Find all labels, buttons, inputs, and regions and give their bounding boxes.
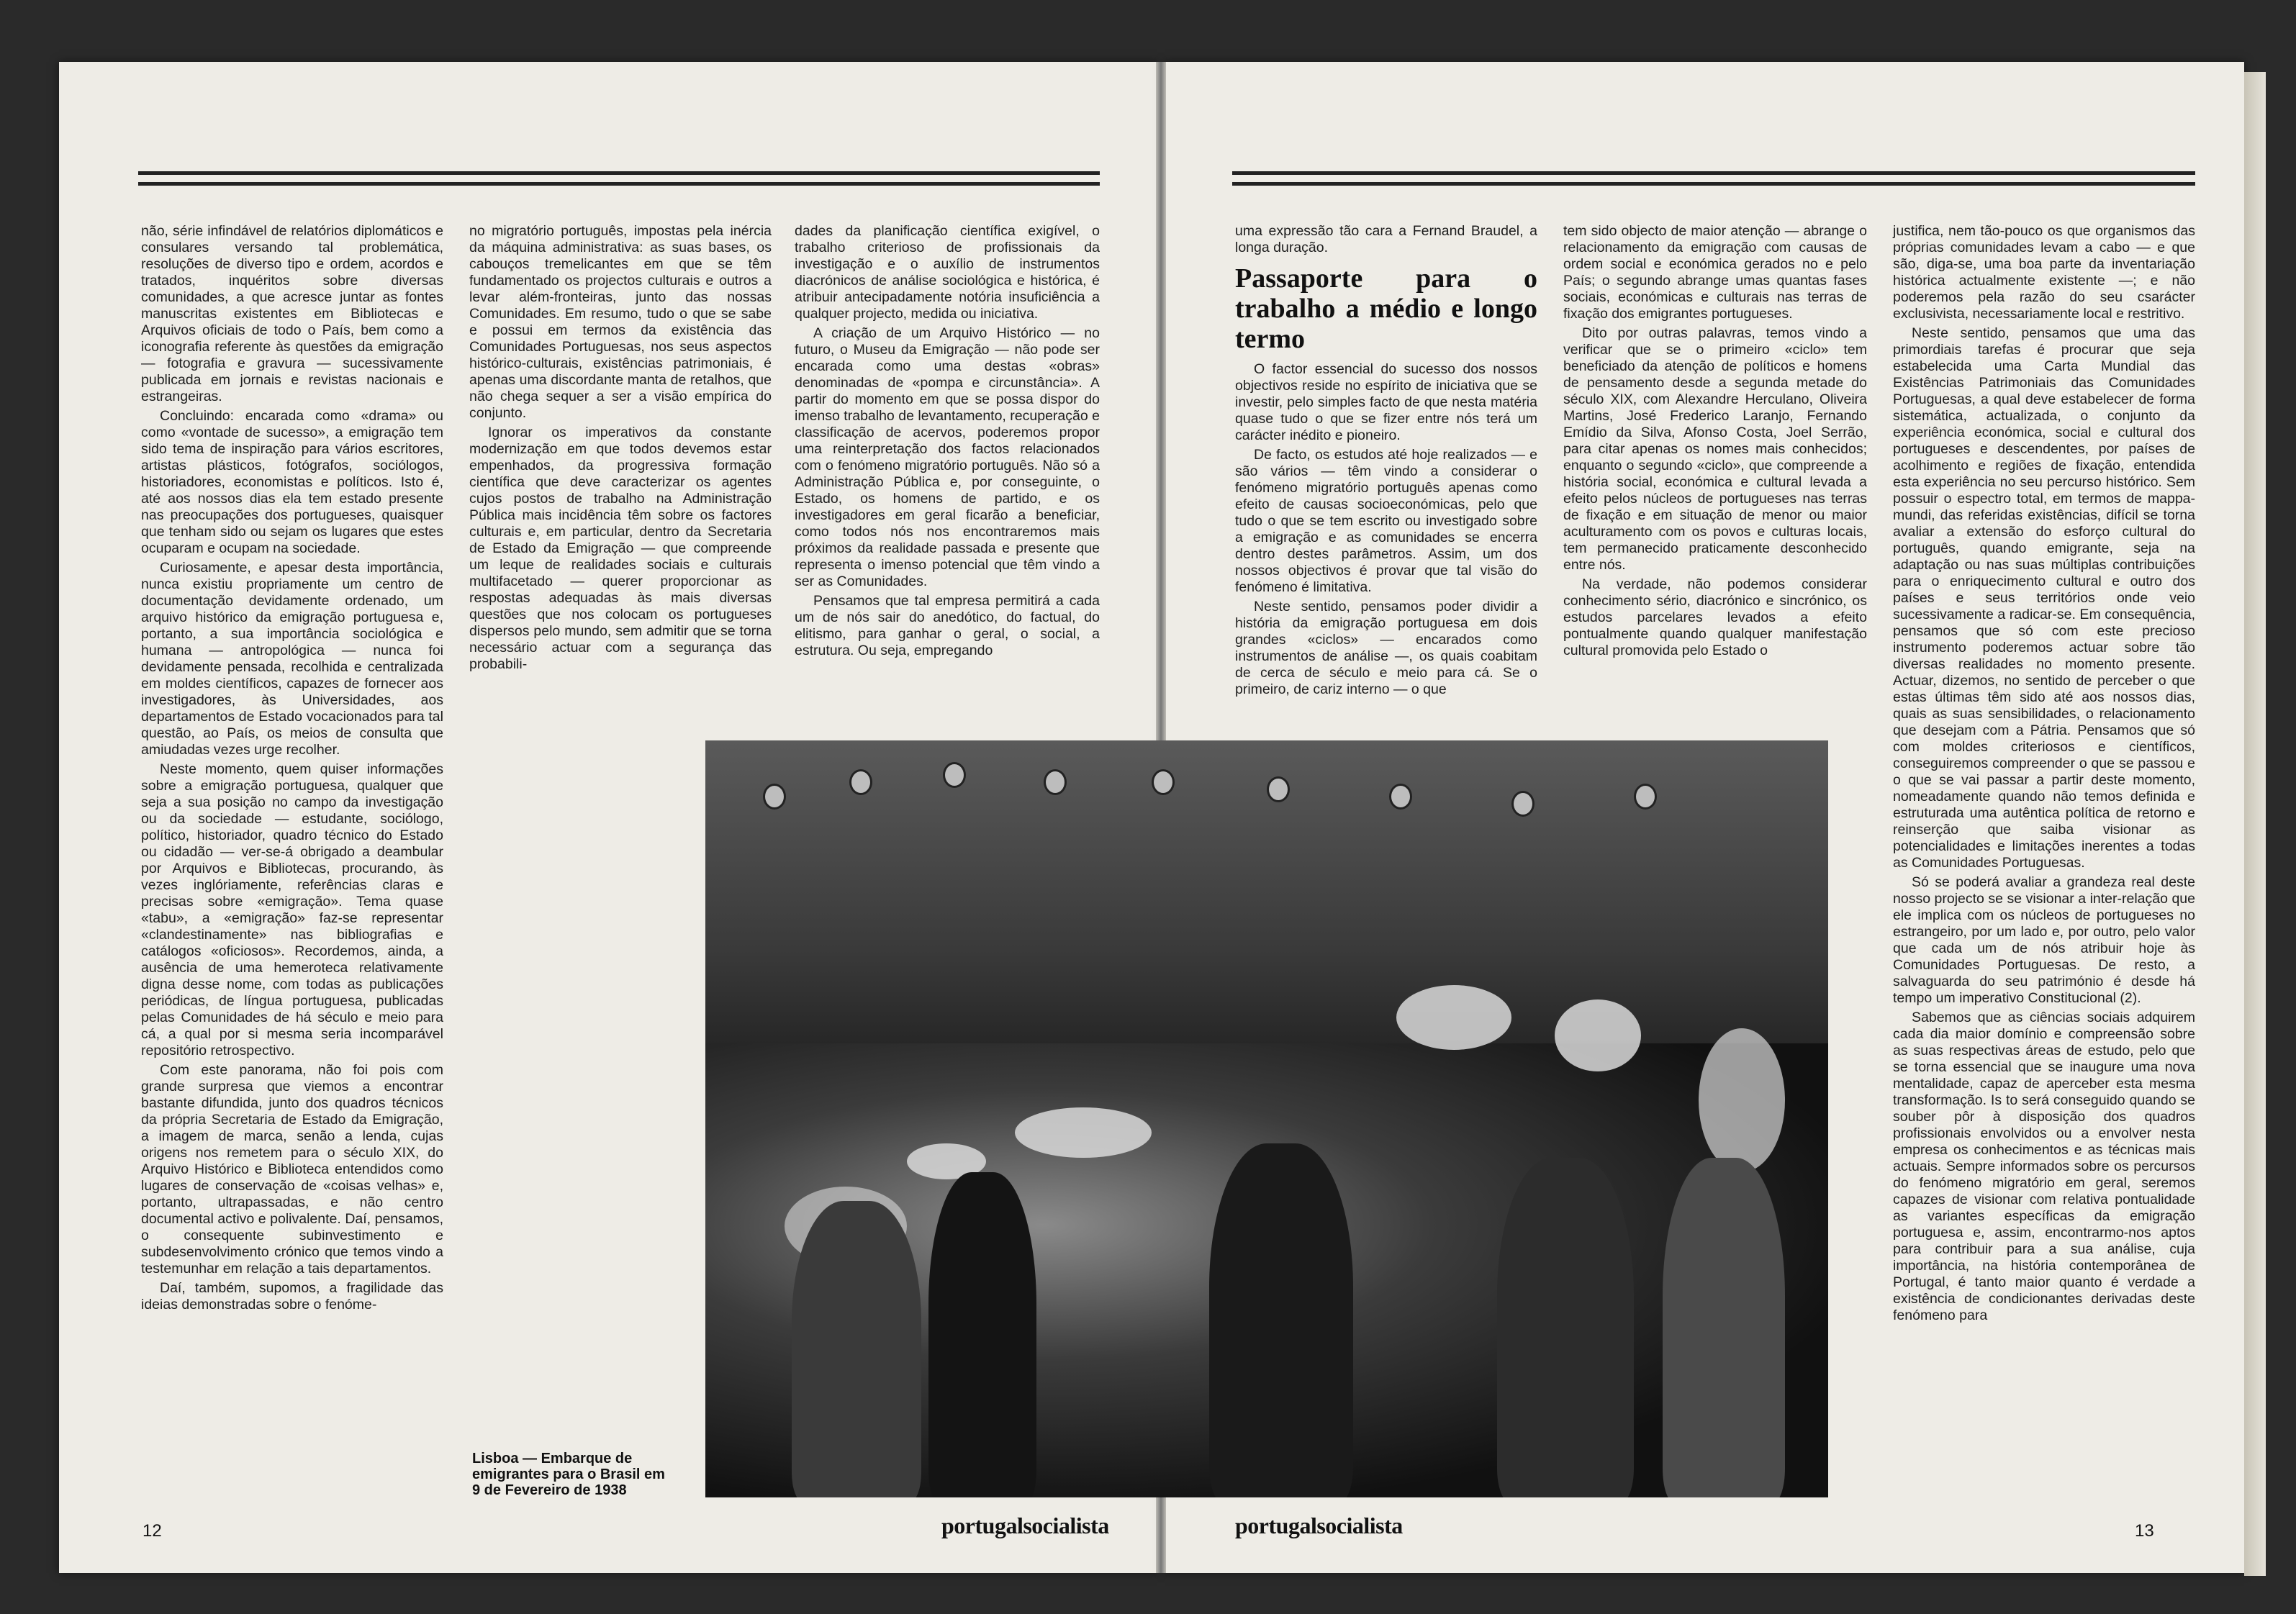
porthole: [943, 762, 966, 788]
right-column-3: [1893, 223, 2195, 1327]
paragraph: Curiosamente, e apesar desta importância, nunca existiu propriamente um centro de documentação devidamente ordenado, um arquivo histórico da emigração portuguesa e, portanto, a sua importância sociológica e humana — antropológica — nunca foi devidamente pensada, recolhida e centralizada em moldes científicos, capazes de fornecer aos investigadores, às Universidades, aos departamentos de Estado vocacionados para tal questão, ao País, os meios de consulta que amiudadas vezes urge recolher.: [141, 560, 443, 758]
paragraph: não, série infindável de relatórios diplomáticos e consulares versando tal problemática, resoluções de diverso tipo e ordem, acordos e tratados, inquéritos sobre diversas comunidades, a que acresce juntar as fontes manuscritas existentes em Bibliotecas e Arquivos oficiais de todo o País, bem como a iconografia referente às questões da emigração — fotografia e gravura — sucessivamente publicada em jornais e revistas nacionais e estrangeiras.: [141, 223, 443, 404]
figure: [1209, 1143, 1353, 1497]
paragraph: Ignorar os imperativos da constante modernização em que todos devemos estar empenhados, da progressiva formação científica que deve caracterizar os agentes cujos postos de trabalho na Administração Pública mais incidência têm sobre os factores culturais e, em particular, dentro da Secretaria de Estado da Emigração — que compreende um leque de realidades sociais e culturais multifacetado — querer proporcionar as respostas adequadas às mais diversas questões que nos colocam os portugueses dispersos pelo mundo, sem admitir que se torna necessário actuar com a segurança das probabili-: [469, 425, 772, 672]
porthole: [1152, 769, 1175, 795]
paragraph: A criação de um Arquivo Histórico — no futuro, o Museu da Emigração — não pode ser encarada como uma destas «obras» denominadas de «pompa e circunstância». A partir do momento em que se possa dispor do imenso trabalho de levantamento, recuperação e classificação de acervos, poderemos propor uma reinterpretação dos factos relacionados com o fenómeno migratório português. Não só a Administração Pública e, por conseguinte, o Estado, os homens de partido, e os investigadores em geral ficarão a beneficiar, como todos nós nos encontraremos mais próximos da realidade passada e presente que representa o imenso potencial que têm vindo a ser as Comunidades.: [795, 325, 1100, 589]
porthole: [1044, 769, 1067, 795]
left-column-1: [141, 223, 443, 1316]
paragraph: Na verdade, não podemos considerar conhecimento sério, diacrónico e sincrónico, os estudos parcelares levados a efeito pontualmente quando qualquer manifestação cultural promovida pelo Estado o: [1563, 576, 1867, 658]
left-header-rule: [138, 171, 1100, 186]
porthole: [849, 769, 872, 795]
paragraph: Dito por outras palavras, temos vindo a verificar que se o primeiro «ciclo» tem beneficiado da atenção de políticos e homens de pensamento desde a segunda metade do século XIX, com Alexandre Herculano, Oliveira Martins, José Frederico Laranjo, Fernando Emídio da Silva, Afonso Costa, Joel Serrão, para citar apenas os nomes mais conhecidos; enquanto o segundo «ciclo», que compreende a história social, económica e cultural levada a efeito pelos núcleos de portugueses nas terras de fixação e em situação de menor ou maior aculturamento com os povos e culturas locais, tem permanecido praticamente desconhecido entre nós.: [1563, 325, 1867, 573]
right-column-2: [1563, 223, 1867, 662]
paragraph: Neste sentido, pensamos poder dividir a história da emigração portuguesa em dois grandes «ciclos» — encarados como instrumentos de análise —, os quais coabitam de cerca de século e meio para cá. Se o primeiro, de cariz interno — o que: [1235, 599, 1537, 697]
paragraph: Com este panorama, não foi pois com grande surpresa que viemos a encontrar bastante difundida, junto dos quadros técnicos da própria Secretaria de Estado da Emigração, a imagem de marca, senão a lenda, cujas origens nos remetem para o século XIX, do Arquivo Histórico e Biblioteca entendidos como lugares de conservação de «coisas velhas» e, portanto, ultrapassadas, e não centro documental activo e polivalente. Daí, pensamos, o consequente subinvestimento e subdesenvolvimento crónico que temos vindo a testemunhar em relação a tais departamentos.: [141, 1062, 443, 1277]
figure: [792, 1201, 921, 1497]
bundle: [1015, 1107, 1152, 1158]
paragraph: tem sido objecto de maior atenção — abrange o relacionamento da emigração com causas de ordem social e económica gerados no e pelo País; o segundo abrange umas quantas fases sociais, económicas e culturais nas terras de fixação dos emigrantes portugueses.: [1563, 223, 1867, 322]
paragraph: Neste momento, quem quiser informações sobre a emigração portuguesa, qualquer que seja a sua posição no campo da investigação ou da sociedade — estudante, sociólogo, político, historiador, quadro técnico do Estado ou cidadão — ver-se-á obrigado a deambular por Arquivos e Bibliotecas, procurando, às vezes inglóriamente, referências claras e precisas sobre «emigração». Tema quase «tabu», a «emigração» faz-se representar «clandestinamente» nas bibliografias e catálogos «oficiosos». Recordemos, ainda, a ausência de uma hemeroteca relativamente digna desse nome, com todas as publicações periódicas, de língua portuguesa, publicadas pelas Comunidades de há século e meio para cá, a qual por si mesma seria incomparável repositório retrospectivo.: [141, 761, 443, 1058]
paragraph: Concluindo: encarada como «drama» ou como «vontade de sucesso», a emigração tem sido tema de inspiração para vários escritores, artistas plásticos, fotógrafos, sociólogos, historiadores, economistas e políticos. Isto é, até aos nossos dias ela tem estado presente nas preocupações dos portugueses, quaisquer que tenham sido ou sejam os lugares que estes ocuparam e ocupam na sociedade.: [141, 408, 443, 556]
figure: [1497, 1158, 1634, 1497]
porthole: [1511, 791, 1535, 817]
left-column-3: [795, 223, 1100, 662]
right-header-rule: [1232, 171, 2195, 186]
masthead-right: portugalsocialista: [1235, 1513, 1403, 1538]
paragraph: Só se poderá avaliar a grandeza real deste nosso projecto se se visionar a inter-relação que ele implica com os núcleos de portugueses no estrangeiro, por um lado e, por outro, pelo valor que cada um de nós atribuir hoje às Comunidades Portuguesas. De resto, a salvaguarda do seu património é desde há tempo um imperativo Constitucional (2).: [1893, 874, 2195, 1006]
masthead-left: portugalsocialista: [941, 1513, 1109, 1538]
left-column-2: [469, 223, 772, 676]
sack: [1699, 1028, 1785, 1172]
page-number-right: 13: [2135, 1521, 2154, 1541]
porthole: [1389, 784, 1412, 810]
section-heading: Passaporte para o trabalho a médio e longo termo: [1235, 263, 1537, 354]
paragraph: O factor essencial do sucesso dos nossos objectivos reside no espírito de iniciativa que se investir, pelo simples facto de que nesta matéria quase tudo o que se fizer entre nós terá um carácter inédito e pioneiro.: [1235, 361, 1537, 443]
paragraph: justifica, nem tão-pouco os que organismos das próprias comunidades levam a cabo — e que são, diga-se, uma boa parte da inventariação histórica actualmente existente —; e não poderemos pela razão do seu csarácter exclusivista, necessariamente local e restritivo.: [1893, 223, 2195, 322]
paragraph: Daí, também, supomos, a fragilidade das ideias demonstradas sobre o fenóme-: [141, 1280, 443, 1312]
paragraph: Sabemos que as ciências sociais adquirem cada dia maior domínio e compreensão sobre as suas respectivas áreas de estudo, pelo que se torna essencial que se inaugure uma nova mentalidade, capaz de aperceber esta mesma transformação. Is to será conseguido quando se souber pôr à disposição dos quadros profissionais envolvidos ou a envolver nesta empresa os conhecimentos e as técnicas mais actuais. Sempre informados sobre os percursos do fenómeno migratório em geral, seremos capazes de visionar com relativa pontualidade as variantes específicas da emigração portuguesa e, assim, encontrarmo-nos aptos para contribuir para a sua análise, cuja importância, na história contemporânea de Portugal, é tanto maior quanto é verdade a existência de condicionantes derivadas deste fenómeno para: [1893, 1010, 2195, 1323]
paragraph: De facto, os estudos até hoje realizados — e são vários — têm vindo a considerar o fenómeno migratório português apenas como efeito de causas socioeconómicas, pelo que tudo o que se tem escrito ou investigado sobre a emigração e as comunidades se encerra dentro destes parâmetros. Assim, um dos nossos objectivos é provar que tal visão do fenómeno é limitativa.: [1235, 447, 1537, 595]
photo-caption: Lisboa — Embarque de emigrantes para o Brasil em 9 de Fevereiro de 1938: [472, 1451, 665, 1498]
figure: [928, 1172, 1036, 1497]
bundle: [1396, 985, 1511, 1050]
page-number-left: 12: [143, 1521, 162, 1541]
porthole: [1634, 784, 1657, 810]
paragraph: dades da planificação científica exigível, o trabalho criterioso de profissionais da investigação e o auxílio de instrumentos diacrónicos de análise sociológica e histórica, é atribuir antecipadamente notória insuficiência a qualquer projecto, medida ou iniciativa.: [795, 223, 1100, 322]
page-edges: [2244, 72, 2266, 1576]
porthole: [763, 784, 786, 810]
emigrants-photo: [705, 740, 1828, 1497]
porthole: [1267, 776, 1290, 802]
bundle: [1555, 999, 1641, 1071]
paragraph: no migratório português, impostas pela inércia da máquina administrativa: as suas bases, os cabouços tremelicantes em que se têm fundamentado os projectos culturais e outros a levar além-fronteiras, junto das nossas Comunidades. Em resumo, tudo o que se sabe e possui em termos da existência das Comunidades Portuguesas, nos seus aspectos histórico-culturais, existências patrimoniais, é apenas uma discordante manta de retalhos, que não chega sequer a ser a visão empírica do conjunto.: [469, 223, 772, 421]
right-column-1: [1235, 223, 1537, 701]
paragraph: Neste sentido, pensamos que uma das primordiais tarefas é procurar que seja estabelecida uma Carta Mundial das Existências Patrimoniais das Comunidades Portuguesas, a qual deve estabelecer de forma sistemática, actualizada, o conjunto da experiência económica, social e cultural dos portugueses e descendentes, por países de acolhimento e regiões de fixação, entendida esta experiência no seu percurso histórico. Sem possuir o espectro total, em termos de mappa-mundi, das referidas existências, difícil se torna avaliar a extensão do esforço cultural do português, quando emigrante, seja na adaptação ou nas suas múltiplas contribuições para o enriquecimento cultural e outro dos países e seus territórios onde veio sucessivamente a radicar-se. Em consequência, pensamos que só com este precioso instrumento poderemos actuar sobre tão diversas realidades no momento presente. Actuar, dizemos, no sentido de perceber o que estas últimas têm sido até aos nossos dias, quais as suas sensibilidades, o relacionamento que desejam com a Pátria. Pensamos que só com moldes criteriosos e científicos, conseguiremos compreender o que se passou e o que se vai passar a partir deste momento, nomeadamente quando não temos definida e estruturada uma autêntica política de retorno e reinserção que saiba visionar as potencialidades e limitações inerentes a todas as Comunidades Portuguesas.: [1893, 325, 2195, 871]
figure: [1663, 1158, 1785, 1497]
paragraph: Pensamos que tal empresa permitirá a cada um de nós sair do anedótico, do factual, do elitismo, para ganhar o geral, o social, a estrutura. Ou seja, empregando: [795, 593, 1100, 658]
paragraph: uma expressão tão cara a Fernand Braudel, a longa duração.: [1235, 223, 1537, 255]
